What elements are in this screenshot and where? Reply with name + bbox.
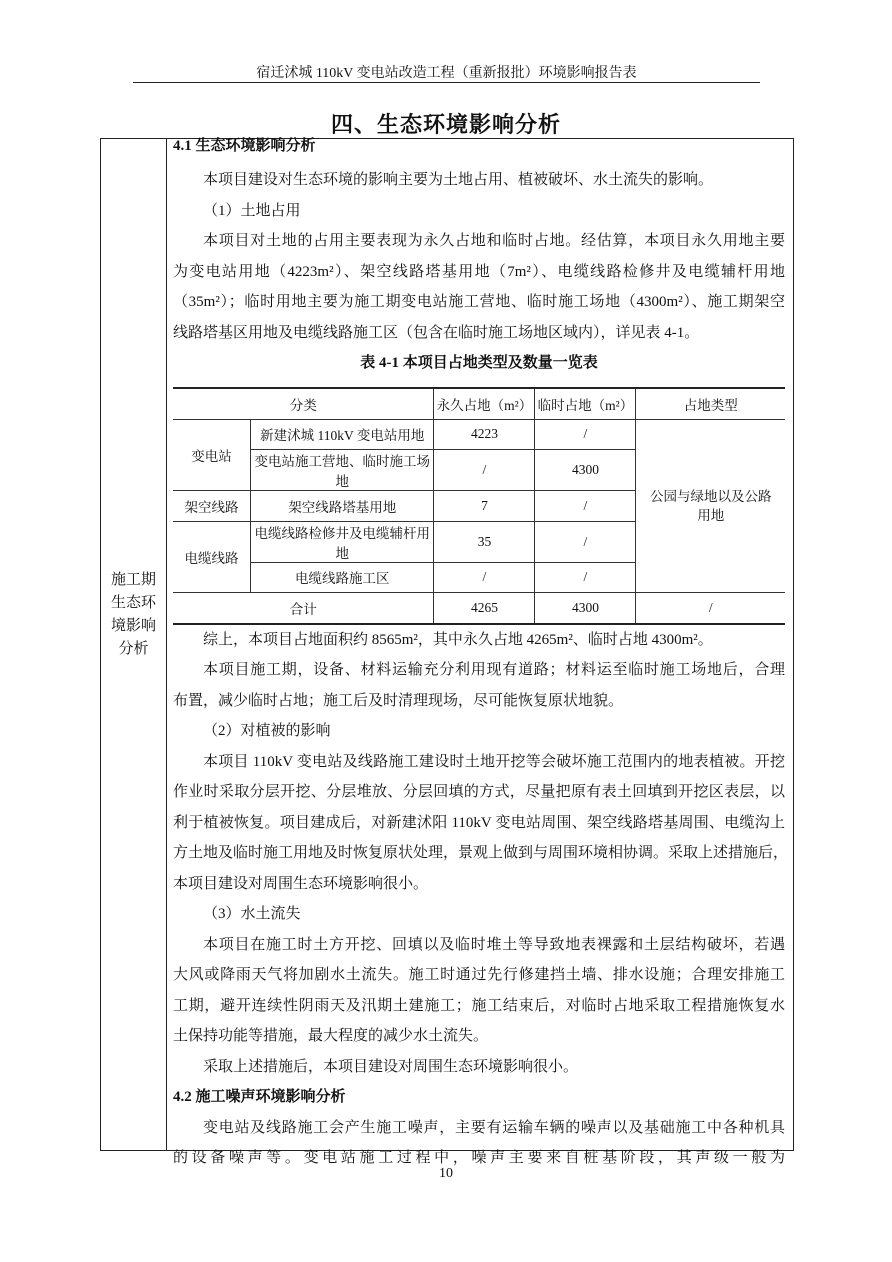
paragraph-line: （35m²）；临时用地主要为施工期变电站施工营地、临时施工场地（4300m²）、施工期架空	[173, 294, 785, 310]
land-type-cell: 公园与绿地以及公路用地	[636, 419, 785, 593]
left-label-line: 施工期	[110, 572, 156, 588]
group-cell: 架空线路	[173, 491, 251, 522]
subheading: （2）对植被的影响	[203, 723, 331, 739]
paragraph-line: 本项目施工期，设备、材料运输充分利用现有道路；材料运至临时施工场地后，合理	[203, 662, 785, 678]
header-divider	[133, 82, 760, 83]
header-cell: 占地类型	[636, 388, 785, 419]
value-cell: /	[535, 562, 636, 593]
subheading: （1）土地占用	[203, 202, 301, 219]
item-cell: 新建沭城 110kV 变电站用地	[251, 419, 434, 450]
section-heading: 4.1 生态环境影响分析	[173, 138, 316, 154]
running-header: 宿迁沭城 110kV 变电站改造工程（重新报批）环境影响报告表	[256, 66, 637, 81]
value-cell: /	[535, 521, 636, 562]
paragraph-line: 综上，本项目占地面积约 8565m²，其中永久占地 4265m²、临时占地 4300m²。	[203, 631, 713, 648]
group-cell: 变电站	[173, 419, 251, 491]
left-column	[101, 139, 167, 1150]
paragraph-line: 本项目建设对周围生态环境影响很小。	[173, 875, 429, 892]
chapter-title: 四、生态环境影响分析	[330, 112, 561, 137]
value-cell: 4223	[434, 419, 535, 450]
left-label-line: 生态环	[110, 595, 156, 611]
total-value: 4265	[434, 593, 535, 624]
paragraph-line: 本项目 110kV 变电站及线路施工建设时土地开挖等会破坏施工范围内的地表植被。开挖	[203, 753, 785, 770]
analysis-frame	[100, 138, 794, 1166]
header-cell: 永久占地（m²）	[434, 388, 535, 419]
header-cell: 临时占地（m²）	[535, 388, 636, 419]
item-cell: 架空线路塔基用地	[251, 491, 434, 522]
total-value: /	[636, 593, 785, 624]
paragraph-line: 线路塔基区用地及电缆线路施工区（包含在临时施工场地区域内），详见表 4-1。	[173, 324, 700, 341]
paragraph-line: 作业时采取分层开挖、分层堆放、分层回填的方式，尽量把原有表土回填到开挖区表层，以	[173, 784, 785, 800]
value-cell: 35	[434, 521, 535, 562]
paragraph-line: 本项目在施工时土方开挖、回填以及临时堆土等导致地表裸露和土层结构破坏，若遇	[203, 936, 785, 953]
paragraph-line: 大风或降雨天气将加剧水土流失。施工时通过先行修建挡土墙、排水设施；合理安排施工	[173, 967, 785, 983]
paragraph-line: 布置，减少临时占地；施工后及时清理现场，尽可能恢复原状地貌。	[173, 692, 624, 709]
left-label-line: 境影响	[110, 618, 156, 634]
subheading: （3）水土流失	[203, 906, 301, 922]
value-cell: 4300	[535, 450, 636, 491]
item-cell: 变电站施工营地、临时施工场地	[251, 450, 434, 491]
table-caption: 表 4-1 本项目占地类型及数量一览表	[360, 355, 598, 371]
value-cell: /	[535, 491, 636, 522]
paragraph-line: 方土地及临时施工用地及时恢复原状处理，景观上做到与周围环境相协调。采取上述措施后，	[173, 845, 789, 861]
paragraph-line: 为变电站用地（4223m²）、架空线路塔基用地（7m²）、电缆线路检修井及电缆辅杆用地	[173, 263, 785, 280]
value-cell: /	[434, 562, 535, 593]
paragraph-line: 变电站及线路施工会产生施工噪声，主要有运输车辆的噪声以及基础施工中各种机具	[203, 1119, 785, 1136]
paragraph-line: 利于植被恢复。项目建成后，对新建沭阳 110kV 变电站周围、架空线路塔基周围、电缆沟上	[173, 814, 785, 831]
table-total-row	[173, 593, 785, 624]
table-header-row	[173, 388, 785, 419]
value-cell: 7	[434, 491, 535, 522]
left-label	[101, 569, 166, 661]
page-number: 10	[439, 1166, 453, 1181]
value-cell: /	[535, 419, 636, 450]
group-cell: 电缆线路	[173, 521, 251, 593]
table-row	[173, 419, 785, 450]
paragraph-line: 采取上述措施后，本项目建设对周围生态环境影响很小。	[203, 1058, 579, 1075]
total-label: 合计	[173, 593, 434, 624]
left-label-line: 分析	[118, 641, 149, 657]
total-value: 4300	[535, 593, 636, 624]
header-cell: 分类	[173, 388, 434, 419]
content-column	[173, 135, 789, 1174]
section-heading: 4.2 施工噪声环境影响分析	[173, 1089, 346, 1105]
item-cell: 电缆线路检修井及电缆辅杆用地	[251, 521, 434, 562]
land-use-table	[173, 387, 785, 625]
paragraph-line: 工期，避开连续性阴雨天及汛期土建施工；施工结束后，对临时占地采取工程措施恢复水	[173, 997, 785, 1014]
value-cell: /	[434, 450, 535, 491]
paragraph-line: 土保持功能等措施，最大程度的减少水土流失。	[173, 1028, 489, 1044]
paragraph-line: 的设备噪声等。变电站施工过程中，噪声主要来自桩基阶段，其声级一般为	[173, 1150, 785, 1166]
paragraph-line: 本项目对土地的占用主要表现为永久占地和临时占地。经估算，本项目永久用地主要	[203, 233, 785, 249]
item-cell: 电缆线路施工区	[251, 562, 434, 593]
paragraph-line: 本项目建设对生态环境的影响主要为土地占用、植被破坏、水土流失的影响。	[203, 172, 714, 188]
